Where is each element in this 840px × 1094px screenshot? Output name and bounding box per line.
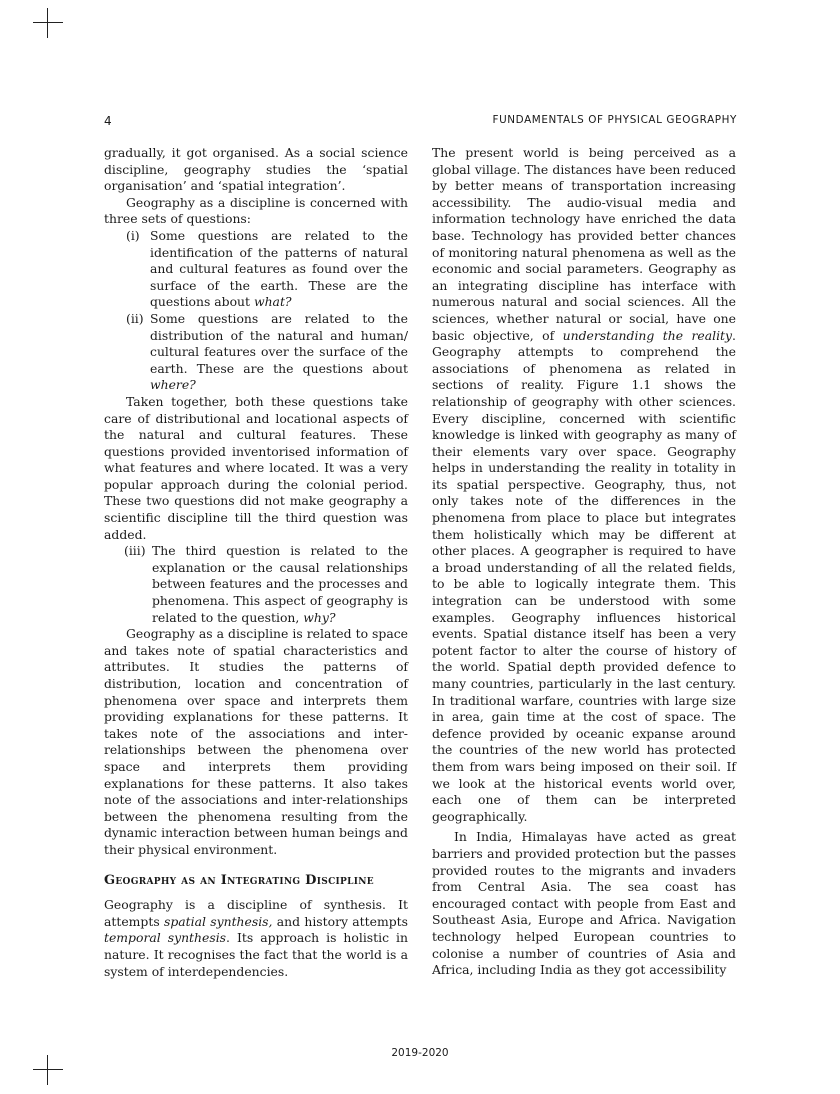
question-item (126, 228, 408, 311)
question-list (104, 228, 408, 394)
question-keyword: why? (303, 609, 336, 625)
question-keyword: what? (253, 294, 292, 310)
question-number: (iii) (124, 543, 146, 559)
question-list (104, 543, 408, 626)
running-head: FUNDAMENTALS OF PHYSICAL GEOGRAPHY (492, 114, 737, 126)
paragraph: Geography as a discipline is related to space and takes note of spatial characteristics and attributes. It studies the patterns of distribution, location and concentration of phenomena over space and interprets them providing explanations for these patterns. It takes note of the associations and inter-relationships between the phenomena over space and interprets them providing explanations for these patterns. It also takes note of the associations and inter-relationships between the phenomena resulting from the dynamic interaction between human beings and their physical environment. (104, 626, 408, 857)
paragraph: gradually, it got organised. As a social science discipline, geography studies the ‘spatial organisation’ and ‘spatial integration’. (104, 145, 408, 194)
question-number: (ii) (126, 310, 144, 326)
right-column (432, 145, 736, 979)
question-text: Some questions are related to the distribution of the natural and human/ cultural features over the surface of the earth. These are the questions about (150, 310, 408, 376)
paragraph: Geography as a discipline is concerned with three sets of questions: (104, 194, 408, 227)
question-number: (i) (126, 227, 140, 243)
footer-year: 2019-2020 (391, 1047, 449, 1059)
question-keyword: where? (150, 377, 196, 393)
paragraph: Taken together, both these questions take care of distributional and locational aspects of the natural and cultural features. These questions provided inventorised information of what features and where located. It was a very popular approach during the colonial period. These two questions did not make geography a scientific discipline till the third question was added. (104, 393, 408, 542)
paragraph: Geography is a discipline of synthesis. It attempts spatial synthesis, and history attempts temporal synthesis. Its approach is holistic in nature. It recognises the fact that the world is a system of interdependencies. (104, 897, 408, 979)
crop-mark-bottom-left (33, 1055, 63, 1085)
left-column (104, 145, 408, 980)
section-heading: Geography as an Integrating Discipline (104, 872, 374, 888)
page-number: 4 (104, 114, 112, 128)
paragraph: In India, Himalayas have acted as great barriers and provided protection but the passes provided routes to the migrants and invaders from Central Asia. The sea coast has encouraged contact with people from East and Southeast Asia, Europe and Africa. Navigation technology helped European countries to colonise a number of countries of Asia and Africa, including India as they got accessibility (432, 829, 736, 978)
crop-mark-top-left (33, 8, 63, 38)
question-text: The third question is related to the explanation or the causal relationships between features and the processes and phenomena. This aspect of geography is related to the question, (152, 543, 408, 625)
question-item (126, 311, 408, 394)
question-item (124, 543, 408, 626)
paragraph: The present world is being perceived as a global village. The distances have been reduced by better means of transportation increasing accessibility. The audio-visual media and information technology have enriched the data base. Technology has provided better chances of monitoring natural phenomena as well as the economic and social parameters. Geography as an integrating discipline has interface with numerous natural and social sciences. All the sciences, whether natural or social, have one basic objective, of understanding the reality. Geography attempts to comprehend the associations of phenomena as related in sections of reality. Figure 1.1 shows the relationship of geography with other sciences. Every discipline, concerned with scientific knowledge is linked with geography as many of their elements vary over space. Geography helps in understanding the reality in totality in its spatial perspective. Geography, thus, not only takes note of the differences in the phenomena from place to place but integrates them holistically which may be different at other places. A geographer is required to have a broad understanding of all the related fields, to be able to logically integrate them. This integration can be understood with some examples. Geography influences historical events. Spatial distance itself has been a very potent factor to alter the course of history of the world. Spatial depth provided defence to many countries, particularly in the last century. In traditional warfare, countries with large size in area, gain time at the cost of space. The defence provided by oceanic expanse around the countries of the new world has protected them from wars being imposed on their soil. If we look at the historical events world over, each one of them can be interpreted geographically. (432, 145, 736, 824)
question-text: Some questions are related to the identification of the patterns of natural and cultural features as found over the surface of the earth. These are the questions about (150, 227, 408, 310)
